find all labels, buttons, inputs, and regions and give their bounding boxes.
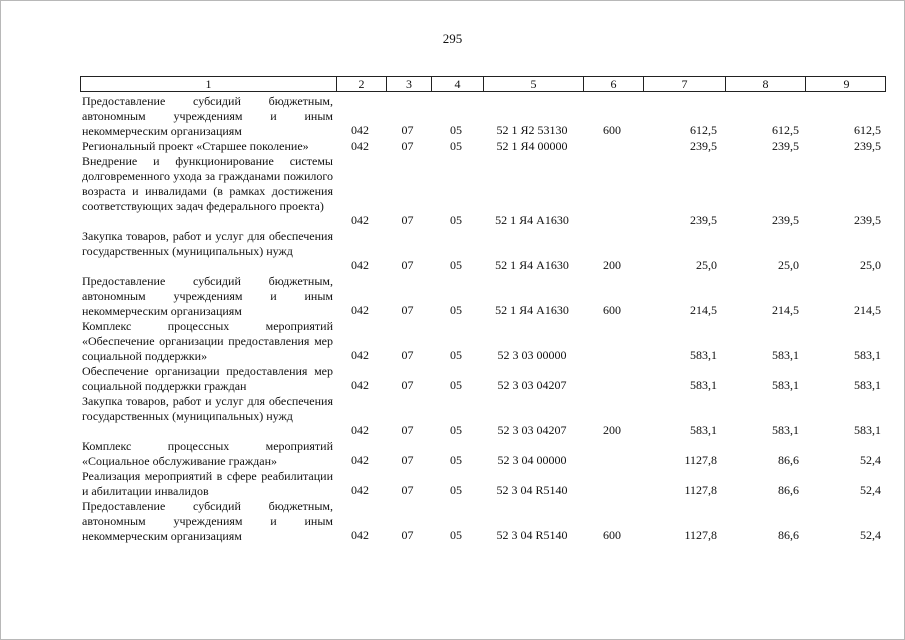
row-amount-col7: 1127,8 — [684, 528, 717, 542]
row-amount-col7: 612,5 — [690, 123, 717, 137]
row-amount-col8: 25,0 — [778, 258, 799, 272]
table-row — [0, 468, 905, 498]
row-amount-col7: 214,5 — [690, 303, 717, 317]
row-code-subsection: 05 — [450, 303, 462, 317]
row-code-section: 07 — [401, 483, 414, 497]
row-expense-type: 600 — [603, 123, 621, 137]
row-amount-col9: 214,5 — [854, 303, 881, 317]
row-code-subsection: 05 — [450, 139, 462, 153]
row-code-ministry: 042 — [351, 453, 369, 467]
row-amount-col7: 1127,8 — [684, 453, 717, 467]
header-col-7: 7 — [643, 77, 725, 91]
row-code-ministry: 042 — [351, 303, 369, 317]
row-amount-col9: 583,1 — [854, 348, 881, 362]
row-code-ministry: 042 — [351, 139, 369, 153]
table-row — [0, 93, 905, 138]
row-description: Региональный проект «Старшее поколение» — [82, 139, 309, 153]
row-amount-col7: 583,1 — [690, 378, 717, 392]
row-code-section: 07 — [401, 423, 414, 437]
row-code-subsection: 05 — [450, 423, 462, 437]
row-amount-col8: 583,1 — [772, 423, 799, 437]
row-code-ministry: 042 — [351, 348, 369, 362]
row-target-article: 52 1 Я4 А1630 — [495, 258, 569, 272]
row-expense-type: 600 — [603, 528, 621, 542]
header-col-5: 5 — [483, 77, 583, 91]
row-description: Предоставление субсидий бюджетным, автономным учреждениям и иным некоммерческим организациям — [82, 499, 333, 543]
row-amount-col8: 612,5 — [772, 123, 799, 137]
row-code-subsection: 05 — [450, 123, 462, 137]
row-amount-col9: 583,1 — [854, 378, 881, 392]
row-amount-col7: 25,0 — [696, 258, 717, 272]
row-code-section: 07 — [401, 258, 414, 272]
row-amount-col7: 583,1 — [690, 423, 717, 437]
row-code-section: 07 — [401, 303, 414, 317]
row-amount-col8: 214,5 — [772, 303, 799, 317]
header-col-9: 9 — [805, 77, 887, 91]
row-target-article: 52 1 Я4 А1630 — [495, 213, 569, 227]
row-code-ministry: 042 — [351, 213, 369, 227]
row-amount-col9: 52,4 — [860, 483, 881, 497]
table-row — [0, 318, 905, 363]
row-amount-col9: 239,5 — [854, 139, 881, 153]
table-row — [0, 138, 905, 153]
row-code-subsection: 05 — [450, 453, 462, 467]
row-amount-col8: 583,1 — [772, 378, 799, 392]
row-code-ministry: 042 — [351, 423, 369, 437]
table-row — [0, 153, 905, 228]
row-description: Внедрение и функционирование системы долговременного ухода за гражданами пожилого возраста и инвалидами (в рамках достижения соответствующих задач федерального проекта) — [82, 154, 333, 213]
header-col-1: 1 — [205, 77, 212, 91]
row-amount-col8: 86,6 — [778, 528, 799, 542]
header-col-2: 2 — [336, 77, 386, 91]
table-row — [0, 393, 905, 438]
row-target-article: 52 3 04 00000 — [497, 453, 567, 467]
table-row — [0, 273, 905, 318]
row-target-article: 52 3 03 04207 — [497, 378, 567, 392]
header-col-3: 3 — [386, 77, 431, 91]
row-target-article: 52 3 03 00000 — [497, 348, 567, 362]
table-row — [0, 363, 905, 393]
row-description: Комплекс процессных мероприятий «Обеспечение организации предоставления мер социальной поддержки» — [82, 319, 333, 363]
row-target-article: 52 3 04 R5140 — [496, 483, 568, 497]
row-code-subsection: 05 — [450, 483, 462, 497]
row-description: Обеспечение организации предоставления мер социальной поддержки граждан — [82, 364, 333, 393]
row-amount-col7: 1127,8 — [684, 483, 717, 497]
row-code-section: 07 — [401, 348, 414, 362]
row-code-ministry: 042 — [351, 528, 369, 542]
row-target-article: 52 1 Я2 53130 — [496, 123, 568, 137]
table-row — [0, 228, 905, 273]
row-code-subsection: 05 — [450, 528, 462, 542]
row-amount-col9: 52,4 — [860, 453, 881, 467]
row-amount-col9: 25,0 — [860, 258, 881, 272]
table-header — [80, 76, 886, 92]
row-amount-col8: 86,6 — [778, 453, 799, 467]
row-code-ministry: 042 — [351, 378, 369, 392]
row-amount-col8: 583,1 — [772, 348, 799, 362]
row-amount-col9: 612,5 — [854, 123, 881, 137]
row-amount-col8: 239,5 — [772, 139, 799, 153]
row-description: Предоставление субсидий бюджетным, автономным учреждениям и иным некоммерческим организациям — [82, 274, 333, 318]
row-expense-type: 200 — [603, 423, 621, 437]
row-description: Закупка товаров, работ и услуг для обеспечения государственных (муниципальных) нужд — [82, 229, 333, 258]
row-code-ministry: 042 — [351, 123, 369, 137]
row-code-section: 07 — [401, 453, 414, 467]
row-code-subsection: 05 — [450, 213, 462, 227]
row-description: Закупка товаров, работ и услуг для обеспечения государственных (муниципальных) нужд — [82, 394, 333, 423]
row-code-section: 07 — [401, 528, 414, 542]
row-target-article: 52 1 Я4 А1630 — [495, 303, 569, 317]
row-amount-col7: 239,5 — [690, 213, 717, 227]
row-code-section: 07 — [401, 139, 414, 153]
row-code-subsection: 05 — [450, 258, 462, 272]
row-amount-col8: 239,5 — [772, 213, 799, 227]
row-amount-col8: 86,6 — [778, 483, 799, 497]
row-code-subsection: 05 — [450, 348, 462, 362]
row-target-article: 52 3 04 R5140 — [496, 528, 568, 542]
row-amount-col7: 239,5 — [690, 139, 717, 153]
row-description: Комплекс процессных мероприятий «Социальное обслуживание граждан» — [82, 439, 333, 468]
row-amount-col9: 239,5 — [854, 213, 881, 227]
row-code-section: 07 — [401, 213, 414, 227]
row-code-section: 07 — [401, 123, 414, 137]
row-target-article: 52 1 Я4 00000 — [496, 139, 568, 153]
row-amount-col7: 583,1 — [690, 348, 717, 362]
table-row — [0, 438, 905, 468]
header-col-8: 8 — [725, 77, 805, 91]
row-code-section: 07 — [401, 378, 414, 392]
row-expense-type: 600 — [603, 303, 621, 317]
row-description: Предоставление субсидий бюджетным, автономным учреждениям и иным некоммерческим организациям — [82, 94, 333, 138]
table-row — [0, 498, 905, 543]
row-expense-type: 200 — [603, 258, 621, 272]
row-amount-col9: 52,4 — [860, 528, 881, 542]
row-description: Реализация мероприятий в сфере реабилитации и абилитации инвалидов — [82, 469, 333, 498]
header-col-6: 6 — [583, 77, 643, 91]
row-amount-col9: 583,1 — [854, 423, 881, 437]
page-number: 295 — [442, 31, 463, 46]
row-code-ministry: 042 — [351, 258, 369, 272]
row-code-ministry: 042 — [351, 483, 369, 497]
row-target-article: 52 3 03 04207 — [497, 423, 567, 437]
row-code-subsection: 05 — [450, 378, 462, 392]
header-col-4: 4 — [431, 77, 483, 91]
